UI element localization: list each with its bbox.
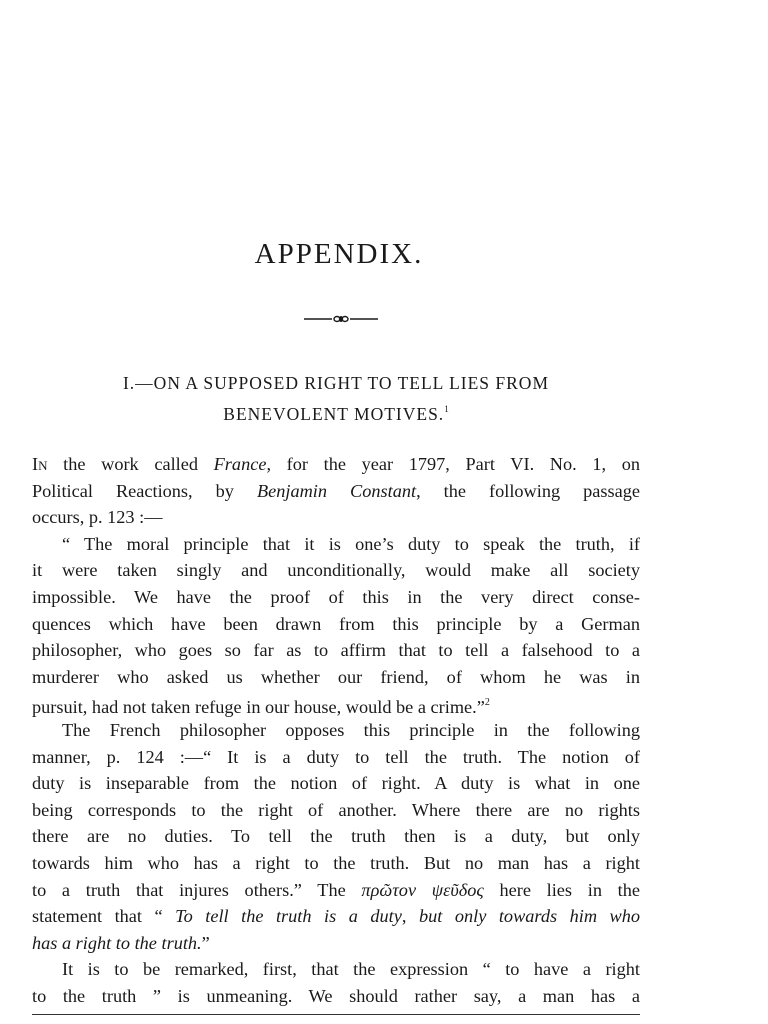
text-line: philosopher, who goes so far as to affirm that to tell a falsehood to a [32, 640, 640, 661]
italic-title: France [213, 454, 267, 474]
text-span: ” [201, 932, 210, 953]
text-line: it were taken singly and unconditionally, would make all society [32, 560, 640, 581]
footnote-marker: 1 [444, 404, 449, 414]
text-line: occurs, p. 123 :— [32, 507, 163, 528]
text-line: duty is inseparable from the notion of right. A duty is what in one [32, 773, 640, 794]
text-line: being corresponds to the right of another. Where there are no rights [32, 799, 640, 820]
text-line [32, 877, 640, 904]
text-line: manner, p. 124 :—“ It is a duty to tell the truth. The notion of [32, 746, 640, 767]
page-heading: APPENDIX. [254, 238, 424, 270]
text-span: , for the year 1797, Part VI. No. 1, on [266, 454, 640, 474]
italic-quote: To tell the truth is a duty [175, 906, 402, 927]
text-span: to a truth that injures others.” The [32, 879, 362, 900]
drop-word: In [32, 454, 48, 474]
text-line: towards him who has a right to the truth. But no man has a right [32, 852, 640, 873]
text-line [32, 478, 640, 505]
text-span: , the following passage [416, 480, 640, 501]
text-line: The French philosopher opposes this principle in the following [62, 719, 640, 740]
section-title-line2: BENEVOLENT MOTIVES. [223, 404, 445, 424]
text-line: It is to be remarked, first, that the expression “ to have a right [62, 959, 640, 980]
text-line: “ The moral principle that it is one’s duty to speak the truth, if [62, 533, 640, 554]
footnote-marker: 2 [484, 697, 490, 709]
text-span: here lies in the [483, 879, 640, 900]
text-span: Political Reactions, by [32, 480, 257, 501]
text-line [32, 930, 640, 957]
text-line: murderer who asked us whether our friend, of whom he was in [32, 666, 640, 687]
text-span: the work called [47, 454, 214, 474]
italic-quote: has a right to the truth. [32, 932, 202, 953]
text-line: there are no duties. To tell the truth then is a duty, but only [32, 826, 640, 847]
italic-quote: but only towards him who [418, 906, 641, 927]
text-span: statement that “ [32, 906, 176, 927]
text-span: , [401, 906, 419, 927]
text-line [32, 451, 640, 478]
text-line: quences which have been drawn from this principle by a German [32, 613, 640, 634]
text-span: pursuit, had not taken refuge in our house, would be a crime.” [32, 697, 485, 718]
ornament-divider-icon [304, 312, 378, 326]
body-text [32, 451, 640, 1009]
text-line: impossible. We have the proof of this in the very direct conse- [32, 586, 640, 607]
text-line [32, 690, 640, 717]
section-title-line1: I.—ON A SUPPOSED RIGHT TO TELL LIES FROM [122, 373, 550, 393]
text-line: to the truth ” is unmeaning. We should rather say, a man has a [32, 985, 640, 1006]
greek-phrase: πρῶτον ψεῦδος [361, 879, 484, 900]
section-title [32, 370, 640, 427]
italic-author: Benjamin Constant [256, 480, 417, 501]
bottom-rule [32, 1014, 640, 1015]
text-line [32, 903, 640, 930]
